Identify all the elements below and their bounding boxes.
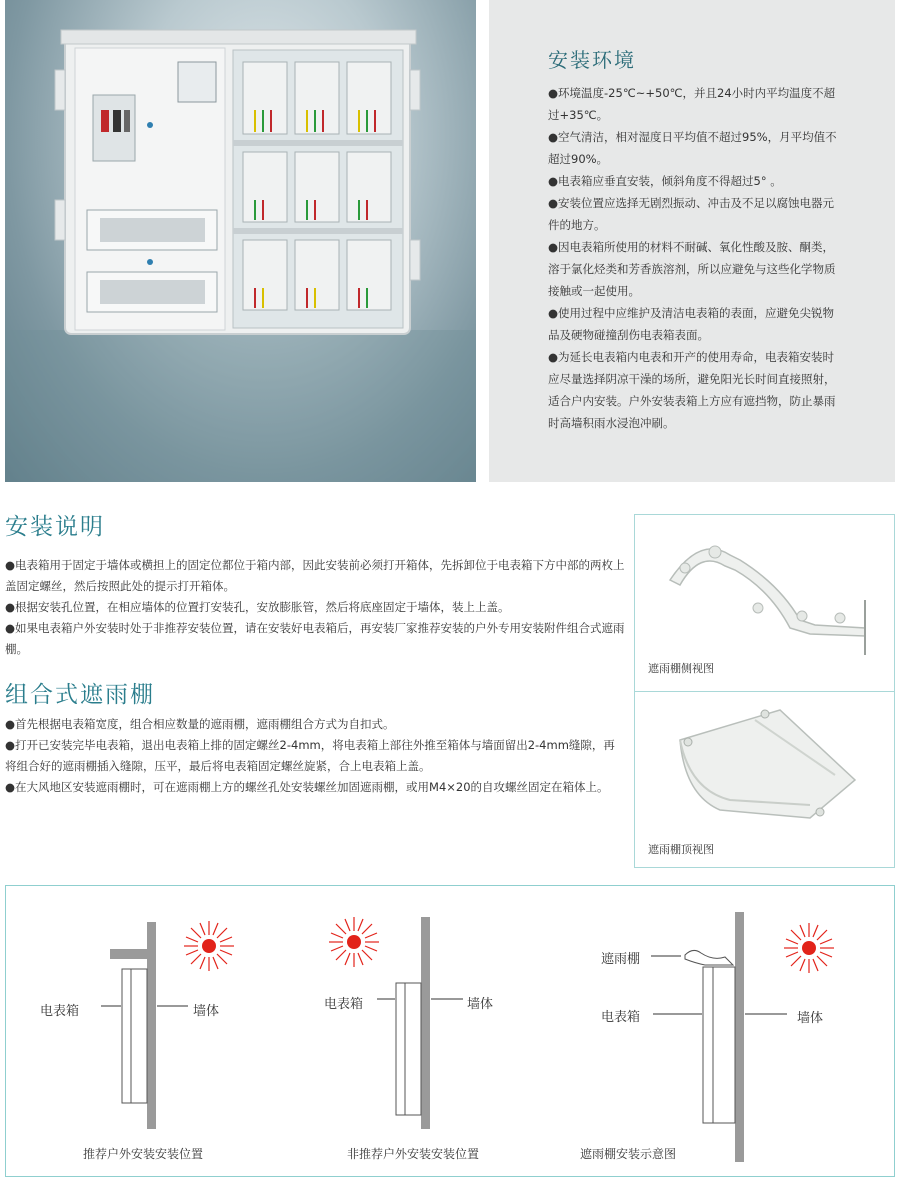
panel2-box-label: 电表箱 xyxy=(324,997,364,1012)
environment-item: ●因电表箱所使用的材料不耐碱、氧化性酸及胺、酮类，溶于氯化烃类和芳香族溶剂，所以应避免与这些化学物质接触或一起使用。 xyxy=(548,240,836,298)
shelter-list xyxy=(5,714,615,798)
shelter-item: ●在大风地区安装遮雨棚时，可在遮雨棚上方的螺丝孔处安装螺丝加固遮雨棚，或用M4×20的自攻螺丝固定在箱体上。 xyxy=(5,780,609,794)
install-item: ●根据安装孔位置，在相应墙体的位置打安装孔，安放膨胀管，然后将底座固定于墙体，装上上盖。 xyxy=(5,600,510,614)
environment-item: ●环境温度-25℃~+50℃，并且24小时内平均温度不超过+35℃。 xyxy=(548,86,836,122)
wall-2 xyxy=(421,917,430,1129)
eave-1 xyxy=(110,949,147,959)
panel1-caption: 推荐户外安装安装位置 xyxy=(83,1147,204,1161)
environment-item: ●空气清洁，相对湿度日平均值不超过95%，月平均值不超过90%。 xyxy=(548,130,837,166)
wall-3 xyxy=(735,912,744,1162)
install-item: ●如果电表箱户外安装时处于非推荐安装位置，请在安装好电表箱后，再安装厂家推荐安装的户外专用安装附件组合式遮雨棚。 xyxy=(5,621,625,656)
panel1-box-label: 电表箱 xyxy=(40,1004,80,1019)
panel2-caption: 非推荐户外安装安装位置 xyxy=(347,1147,480,1161)
panel1-wall-label: 墙体 xyxy=(193,1004,220,1019)
install-item: ●电表箱用于固定于墙体或横担上的固定位都位于箱内部，因此安装前必须打开箱体，先拆卸位于电表箱下方中部的两枚上盖固定螺丝，然后按照此处的提示打开箱体。 xyxy=(5,558,625,593)
environment-item: ●使用过程中应维护及清洁电表箱的表面，应避免尖锐物品及硬物碰撞刮伤电表箱表面。 xyxy=(548,306,835,342)
top-view-caption: 遮雨棚顶视图 xyxy=(648,843,714,856)
environment-list xyxy=(548,82,844,434)
panel2-wall-label: 墙体 xyxy=(467,997,494,1012)
install-list xyxy=(5,555,625,660)
installation-diagram-drawing xyxy=(5,885,895,1185)
install-title: 安装说明 xyxy=(5,514,105,540)
panel3-shelter-label: 遮雨棚 xyxy=(601,952,641,967)
shelter-item: ●首先根据电表箱宽度，组合相应数量的遮雨棚，遮雨棚组合方式为自扣式。 xyxy=(5,717,395,731)
product-photo xyxy=(5,0,476,482)
side-view-caption: 遮雨棚侧视图 xyxy=(648,662,714,675)
wall-1 xyxy=(147,922,156,1129)
environment-item: ●电表箱应垂直安装，倾斜角度不得超过5° 。 xyxy=(548,174,782,188)
panel3-caption: 遮雨棚安装示意图 xyxy=(580,1147,677,1161)
environment-item: ●安装位置应选择无剧烈振动、冲击及不足以腐蚀电器元件的地方。 xyxy=(548,196,835,232)
figures-divider xyxy=(634,691,895,692)
shelter-title: 组合式遮雨棚 xyxy=(5,682,155,708)
panel3-box-label: 电表箱 xyxy=(601,1010,641,1025)
shelter-top-view-image xyxy=(660,700,870,825)
environment-title: 安装环境 xyxy=(548,48,636,72)
environment-item: ●为延长电表箱内电表和开产的使用寿命，电表箱安装时应尽量选择阴凉干澡的场所，避免阳光长时间直接照射，适合户内安装。户外安装表箱上方应有遮挡物，防止暴雨时高墙积雨水浸泡冲刷。 xyxy=(548,350,836,430)
shelter-side-view-image xyxy=(640,530,890,660)
panel3-wall-label: 墙体 xyxy=(797,1011,824,1026)
shelter-item: ●打开已安装完毕电表箱，退出电表箱上排的固定螺丝2-4mm，将电表箱上部往外推至箱体与墙面留出2-4mm缝隙，再将组合好的遮雨棚插入缝隙，压平，最后将电表箱固定螺丝旋紧，合上电表箱上盖。 xyxy=(5,738,615,773)
